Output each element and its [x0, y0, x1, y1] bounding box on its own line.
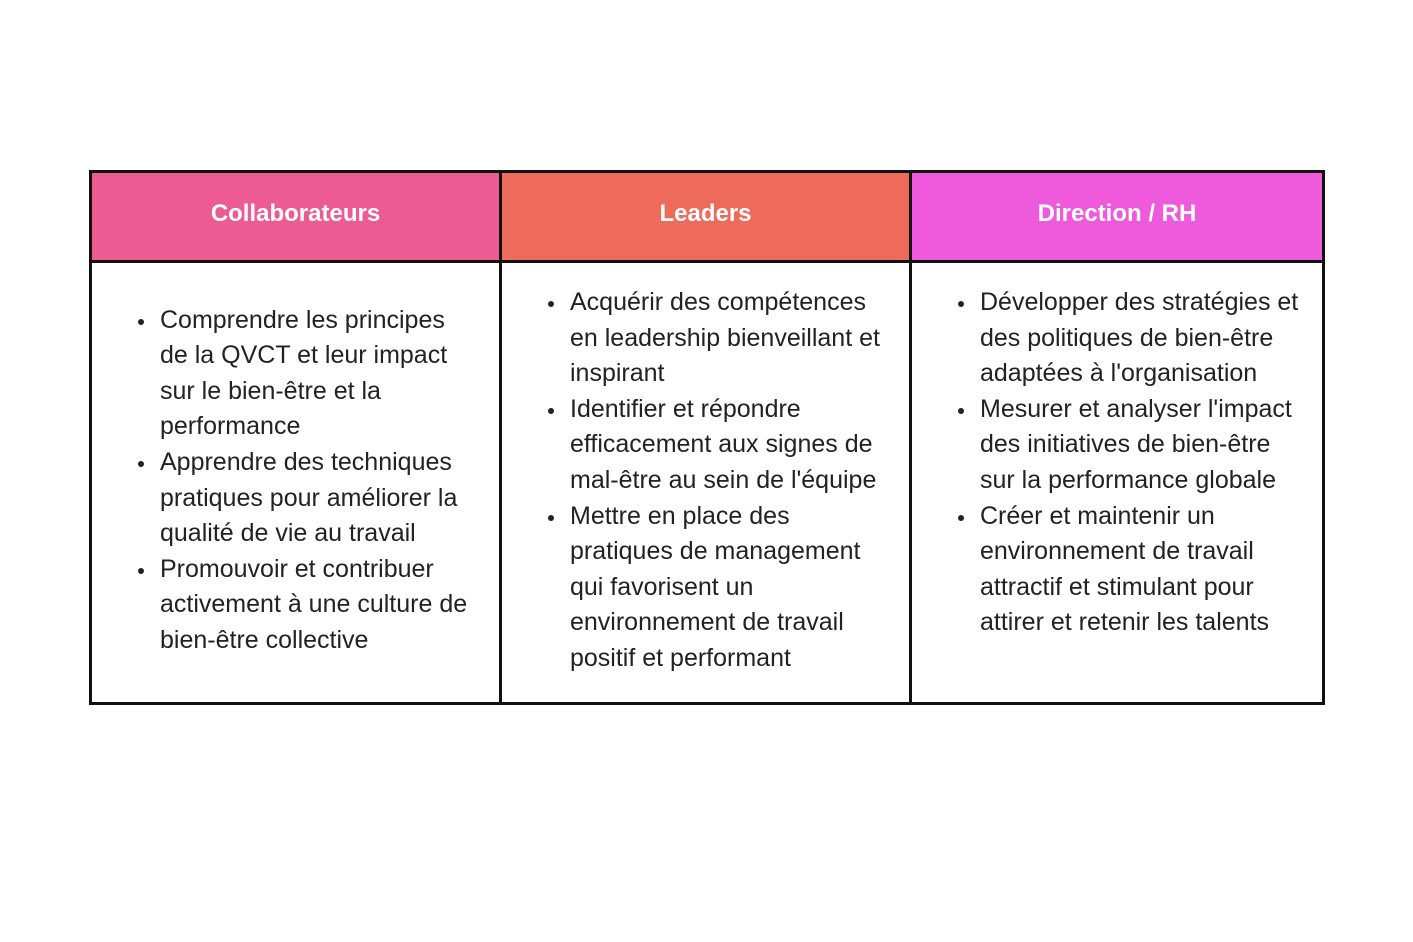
cell-collaborateurs [92, 263, 502, 702]
header-leaders [502, 173, 912, 263]
bullet-list [948, 285, 1302, 641]
list-item: Créer et maintenir un environnement de travail attractif et stimulant pour attirer et retenir les talents [980, 499, 1302, 641]
list-item: Promouvoir et contribuer activement à une culture de bien-être collective [160, 552, 479, 659]
list-item: Apprendre des techniques pratiques pour améliorer la qualité de vie au travail [160, 445, 479, 552]
header-collaborateurs [92, 173, 502, 263]
list-item: Identifier et répondre efficacement aux signes de mal-être au sein de l'équipe [570, 392, 889, 499]
list-item: Mesurer et analyser l'impact des initiatives de bien-être sur la performance globale [980, 392, 1302, 499]
list-item: Comprendre les principes de la QVCT et leur impact sur le bien-être et la performance [160, 303, 479, 445]
header-label: Direction / RH [1037, 199, 1197, 227]
header-direction-rh [912, 173, 1322, 263]
list-item: Développer des stratégies et des politiques de bien-être adaptées à l'organisation [980, 285, 1302, 392]
header-label: Collaborateurs [210, 199, 381, 227]
cell-direction-rh [912, 263, 1322, 702]
cell-leaders [502, 263, 912, 702]
bullet-list [128, 303, 479, 659]
bullet-list [538, 285, 889, 677]
header-label: Leaders [659, 199, 752, 227]
list-item: Acquérir des compétences en leadership bienveillant et inspirant [570, 285, 889, 392]
objectives-table [89, 170, 1325, 705]
list-item: Mettre en place des pratiques de management qui favorisent un environnement de travail positif et performant [570, 499, 889, 677]
